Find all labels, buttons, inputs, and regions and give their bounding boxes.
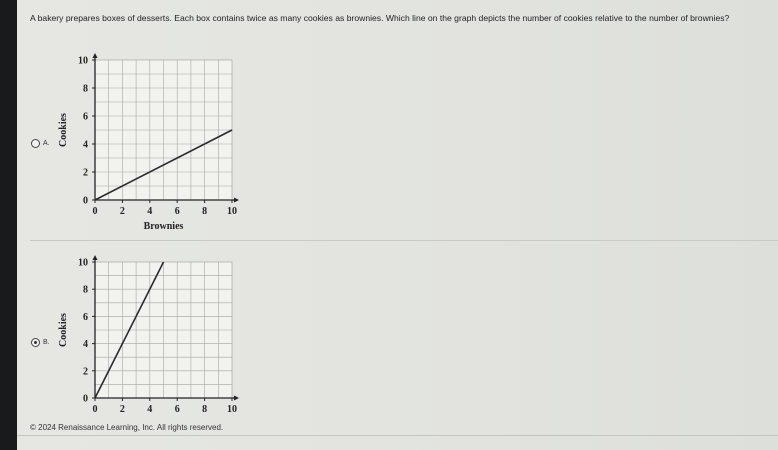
graph-grid bbox=[95, 262, 232, 398]
y-axis-label: Cookies bbox=[58, 113, 69, 147]
y-tick-label: 6 bbox=[83, 111, 88, 123]
y-axis-arrow-icon bbox=[93, 255, 98, 260]
x-tick-label: 4 bbox=[147, 404, 153, 415]
x-tick-label: 10 bbox=[227, 206, 237, 217]
y-tick-label: 0 bbox=[83, 393, 88, 405]
x-tick-label: 2 bbox=[119, 206, 125, 217]
choice-b-graph bbox=[52, 252, 252, 417]
choice-b-letter: B. bbox=[43, 339, 50, 346]
x-tick-label: 8 bbox=[202, 206, 208, 217]
choice-a-letter: A. bbox=[43, 140, 50, 147]
question-text: A bakery prepares boxes of desserts. Each box contains twice as many cookies as brownies. Which line on the graph depicts the number of cookies relative to the number of brownies? bbox=[30, 13, 730, 23]
y-tick-label: 10 bbox=[78, 257, 88, 269]
y-tick-label: 2 bbox=[83, 366, 88, 378]
y-tick-label: 6 bbox=[83, 311, 88, 323]
y-tick-label: 10 bbox=[78, 55, 88, 67]
y-axis-label: Cookies bbox=[58, 313, 69, 347]
x-axis-label: Brownies bbox=[143, 221, 184, 232]
x-axis-arrow-icon bbox=[234, 396, 239, 401]
choice-a-graph bbox=[52, 52, 252, 237]
graph-grid bbox=[95, 60, 232, 200]
x-tick-label: 6 bbox=[174, 404, 180, 415]
x-tick-label: 0 bbox=[92, 206, 98, 217]
y-tick-label: 4 bbox=[83, 339, 88, 351]
x-tick-label: 8 bbox=[202, 404, 208, 415]
copyright-footer: © 2024 Renaissance Learning, Inc. All rights reserved. bbox=[30, 423, 224, 432]
x-tick-label: 6 bbox=[174, 206, 180, 217]
y-tick-label: 8 bbox=[83, 284, 88, 296]
x-tick-label: 10 bbox=[227, 404, 237, 415]
choice-divider bbox=[30, 240, 778, 241]
choice-b-radio[interactable] bbox=[31, 338, 40, 347]
choice-a-radio[interactable] bbox=[31, 139, 40, 148]
y-tick-label: 4 bbox=[83, 139, 88, 151]
left-window-edge bbox=[0, 0, 17, 450]
x-tick-label: 0 bbox=[92, 404, 98, 415]
x-tick-label: 2 bbox=[119, 404, 125, 415]
footer-divider bbox=[17, 435, 778, 436]
y-axis-arrow-icon bbox=[93, 53, 98, 58]
y-tick-label: 2 bbox=[83, 167, 88, 179]
x-axis-arrow-icon bbox=[234, 198, 239, 203]
y-tick-label: 0 bbox=[83, 195, 88, 207]
x-tick-label: 4 bbox=[147, 206, 153, 217]
y-tick-label: 8 bbox=[83, 83, 88, 95]
